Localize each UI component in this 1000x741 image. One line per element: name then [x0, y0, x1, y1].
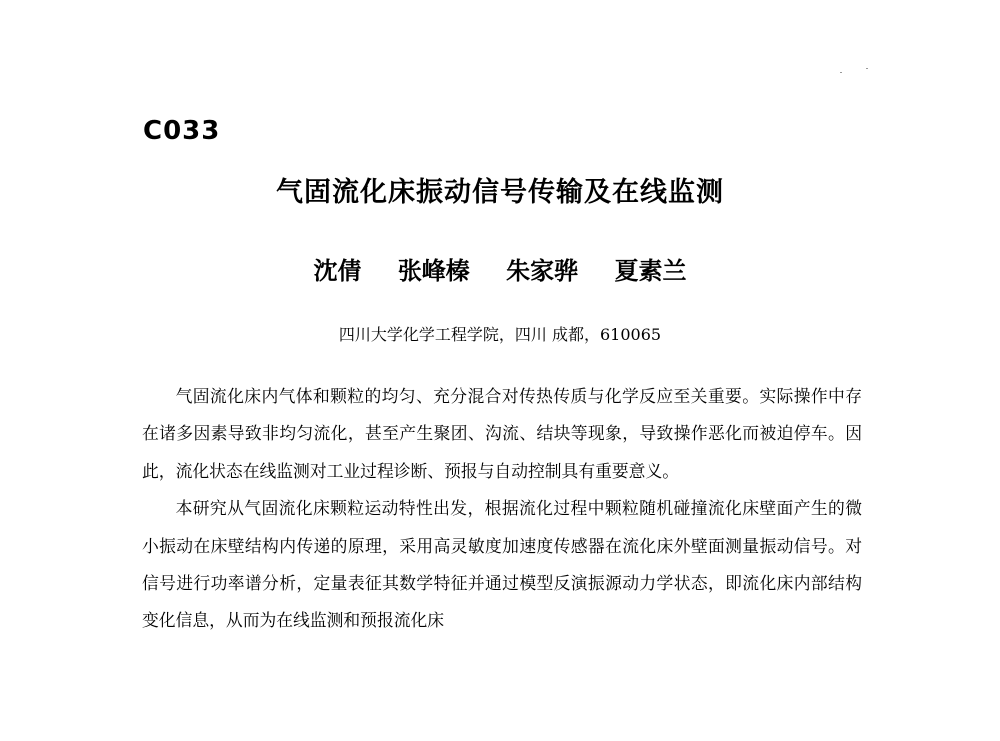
author-list: [0, 251, 1000, 286]
affiliation: 四川大学化学工程学院，四川 成都，610065: [338, 325, 662, 344]
author-name: 张峰榛: [397, 257, 470, 285]
paper-code: C033: [143, 116, 221, 146]
paragraph: 气固流化床内气体和颗粒的均匀、充分混合对传热传质与化学反应至关重要。实际操作中存在诸多因素导致非均匀流化，甚至产生聚团、沟流、结块等现象，导致操作恶化而被迫停车。因此，流化状态在线监测对工业过程诊断、预报与自动控制具有重要意义。: [142, 386, 862, 481]
author-name: 沈倩: [313, 257, 362, 285]
paper-title: 气固流化床振动信号传输及在线监测: [276, 177, 724, 208]
author-name: 朱家骅: [506, 257, 579, 285]
abstract-body: [142, 378, 862, 640]
paragraph: 本研究从气固流化床颗粒运动特性出发，根据流化过程中颗粒随机碰撞流化床壁面产生的微小振动在床壁结构内传递的原理，采用高灵敏度加速度传感器在流化床外壁面测量振动信号。对信号进行功率谱分析，定量表征其数学特征并通过模型反演振源动力学状态，即流化床内部结构变化信息，从而为在线监测和预报流化床: [142, 498, 862, 631]
author-name: 夏素兰: [614, 257, 687, 285]
scan-specks: [840, 68, 880, 76]
